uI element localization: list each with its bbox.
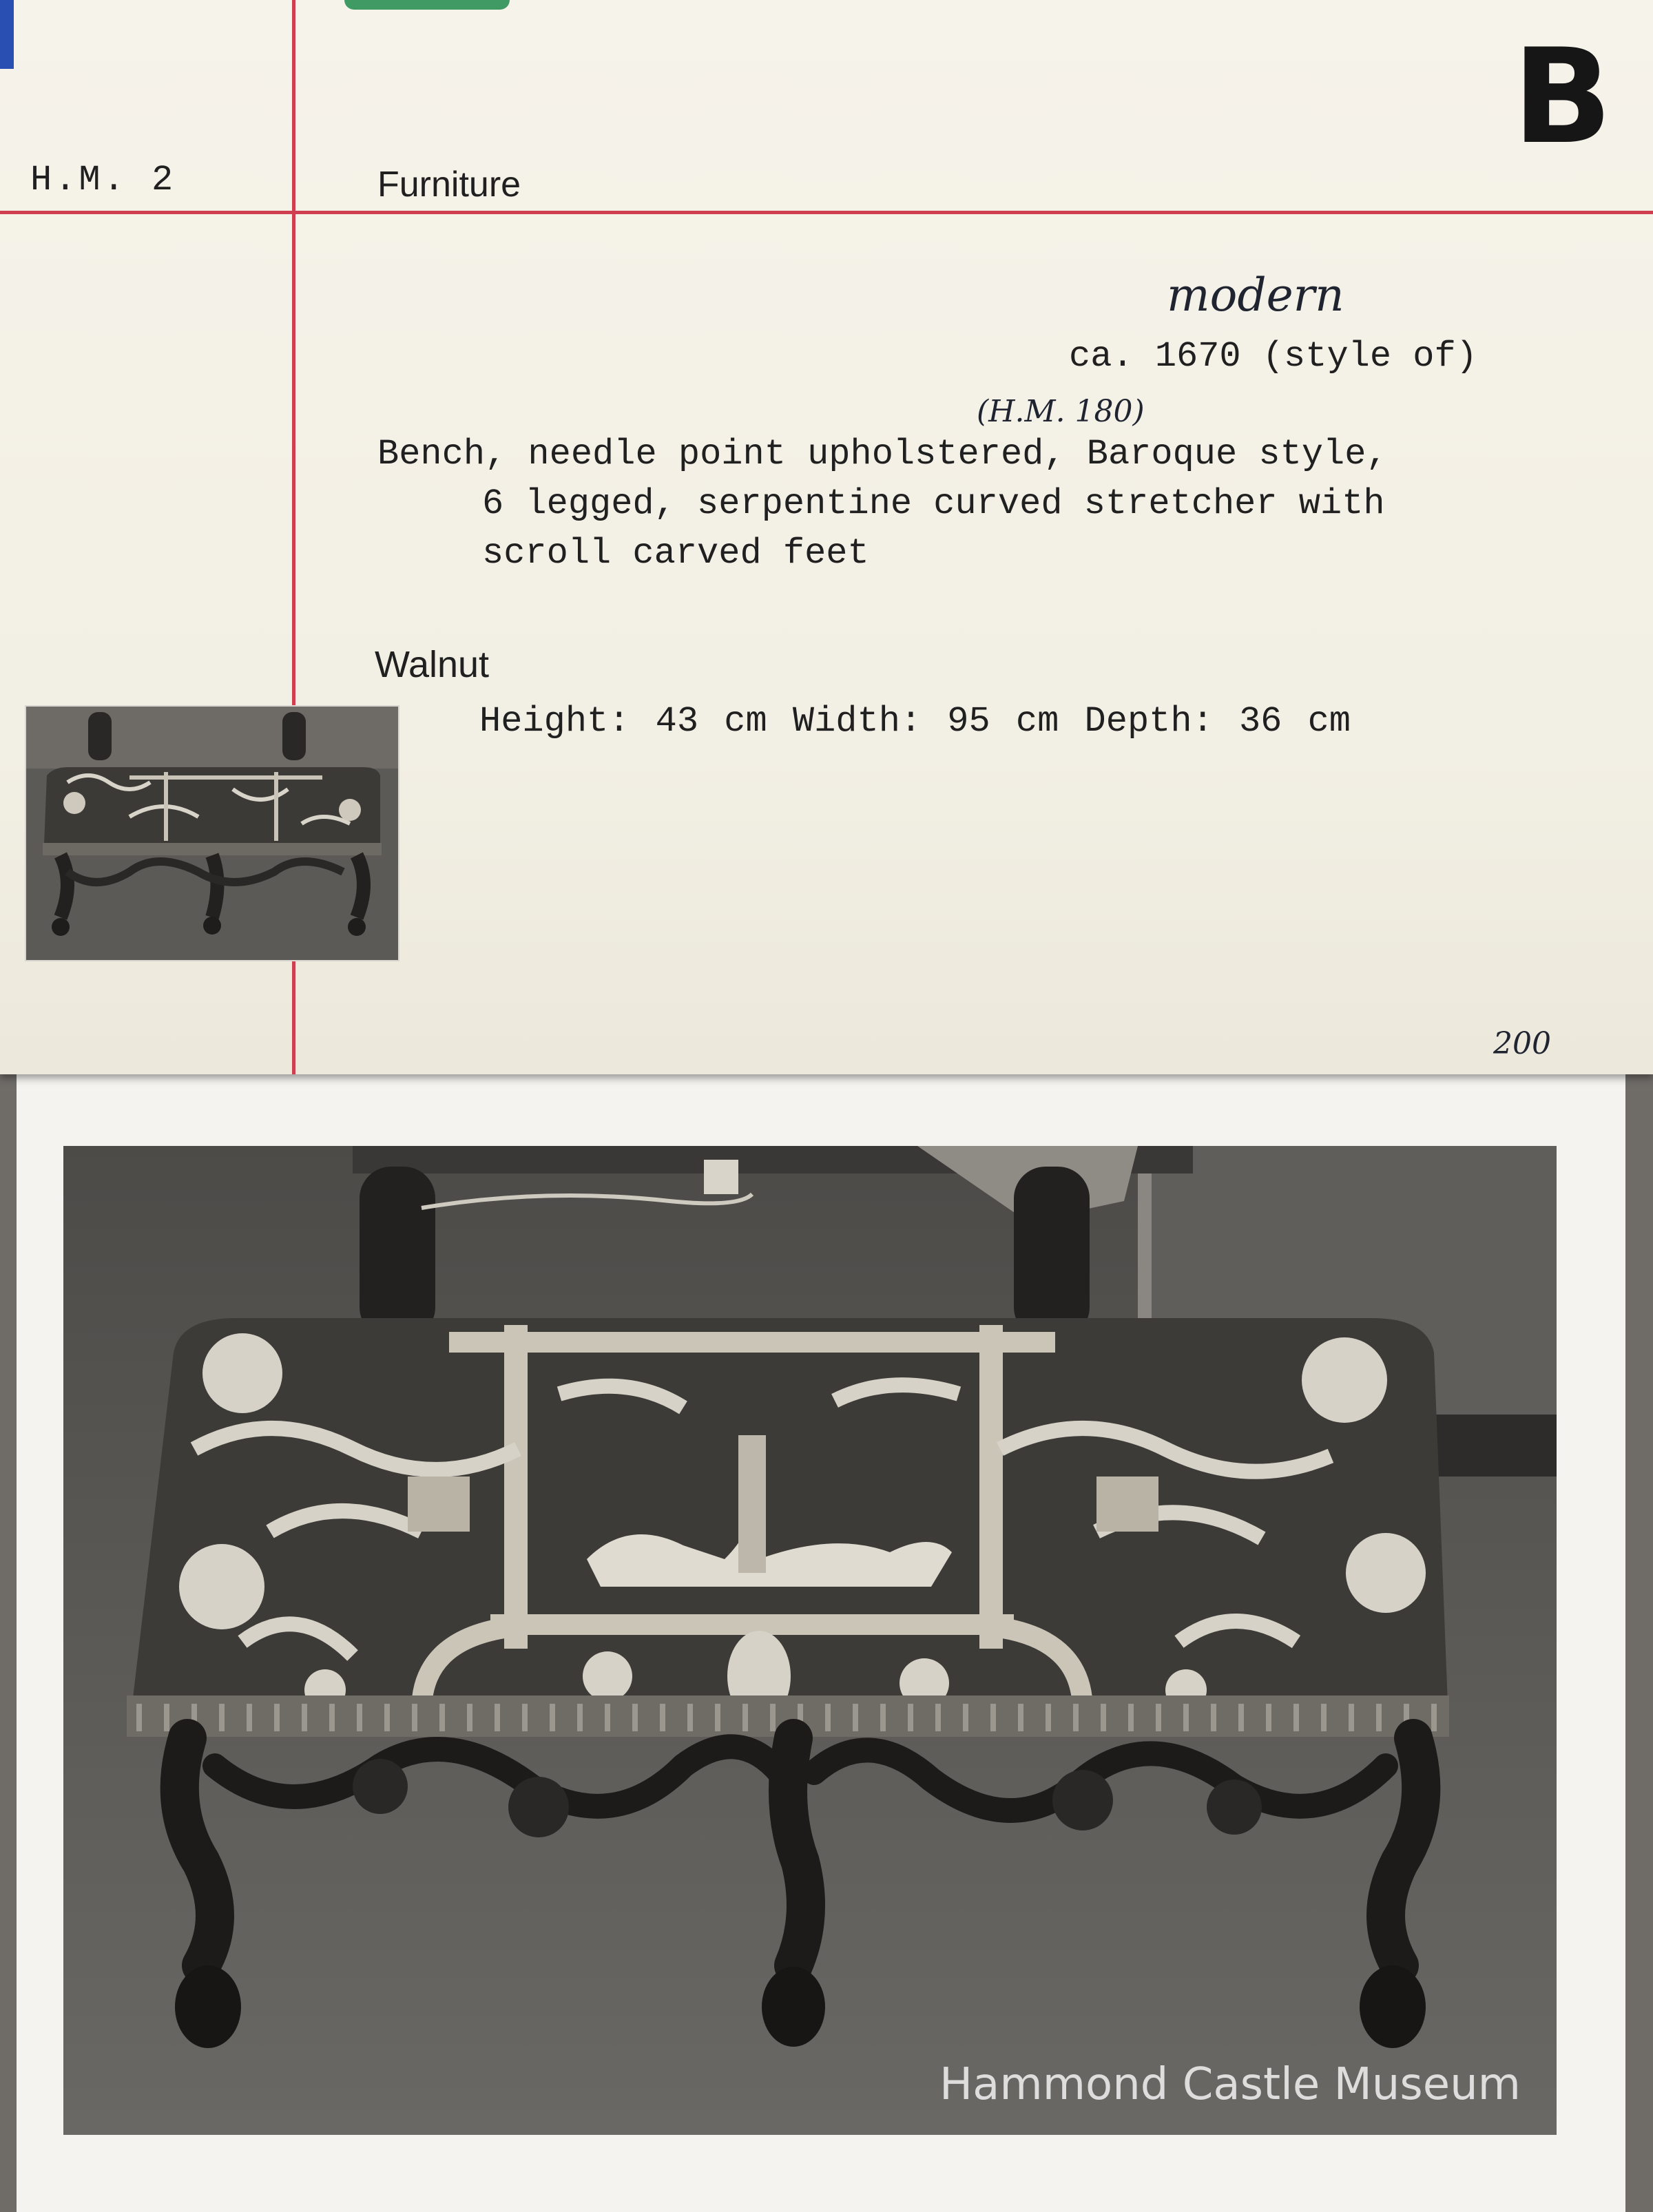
bench-photograph [63, 1146, 1557, 2135]
reference-annotation: (H.M. 180) [977, 394, 1145, 429]
description [377, 430, 1388, 578]
date-text: ca. 1670 (style of) [1069, 336, 1477, 377]
copy-letter: B [1512, 21, 1612, 173]
category-label: Furniture [377, 165, 521, 205]
green-tab-mark [344, 0, 510, 10]
card-edge-mark [0, 0, 14, 69]
dimensions-text: Height: 43 cm Width: 95 cm Depth: 36 cm [479, 701, 1351, 742]
description-line-1: Bench, needle point upholstered, Baroque style, [377, 434, 1388, 474]
material-label: Walnut [375, 644, 490, 685]
description-line-2: 6 legged, serpentine curved stretcher with [482, 483, 1385, 524]
page-number: 200 [1493, 1026, 1551, 1061]
thumbnail-photo [25, 705, 399, 961]
catalog-number: H.M. 2 [30, 160, 176, 200]
date-annotation: modern [1167, 269, 1344, 322]
card-horizontal-rule [0, 211, 1653, 214]
catalog-card [0, 0, 1653, 1074]
museum-watermark: Hammond Castle Museum [939, 2059, 1521, 2110]
description-line-3: scroll carved feet [482, 533, 869, 574]
